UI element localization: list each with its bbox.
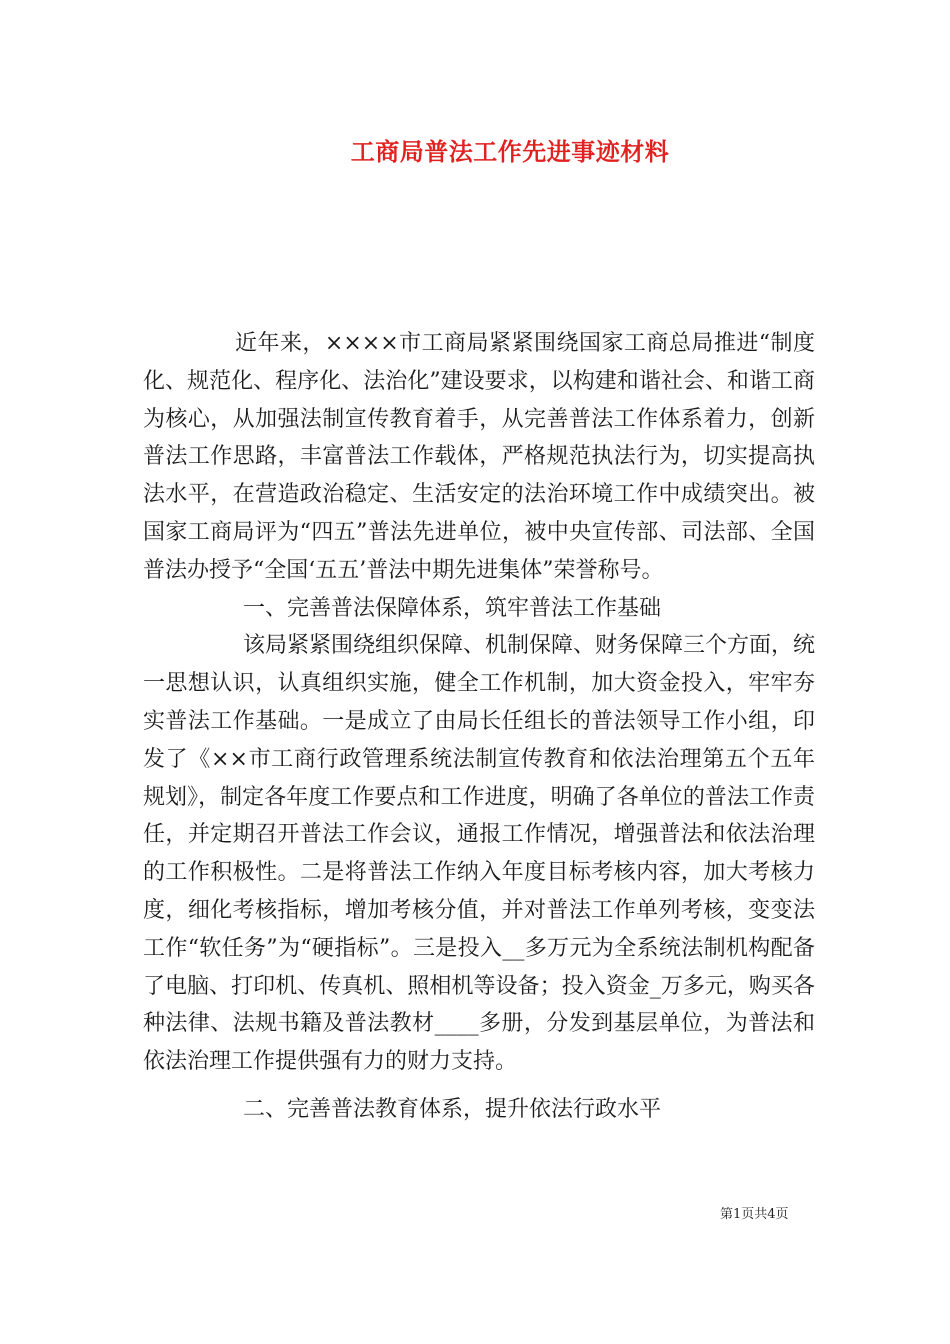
paragraph-section-1: 该局紧紧围绕组织保障、机制保障、财务保障三个方面，统一思想认识，认真组织实施，健全工作机制，加大资金投入，牢牢夯实普法工作基础。一是成立了由局长任组长的普法领导工作小组，印发了《××市工商行政管理系统法制宣传教育和依法治理第五个五年规划》，制定各年度工作要点和工作进度，明确了各单位的普法工作责任，并定期召开普法工作会议，通报工作情况，增强普法和依法治理的工作积极性。二是将普法工作纳入年度目标考核内容，加大考核力度，细化考核指标，增加考核分值，并对普法工作单列考核，变变法工作“软任务”为“硬指标”。三是投入__多万元为全系统法制机构配备了电脑、打印机、传真机、照相机等设备；投入资金_万多元，购买各种法律、法规书籍及普法教材____多册，分发到基层单位，为普法和依法治理工作提供强有力的财力支持。 (143, 633, 816, 1075)
page-number: 第1页共4页 (720, 1207, 789, 1222)
section-heading-1: 一、完善普法保障体系，筑牢普法工作基础 (243, 595, 662, 621)
document-title: 工商局普法工作先进事迹材料 (350, 137, 670, 166)
paragraph-intro: 近年来，××××市工商局紧紧围绕国家工商总局推进“制度化、规范化、程序化、法治化”建设要求，以构建和谐社会、和谐工商为核心，从加强法制宣传教育着手，从完善普法工作体系着力，创新普法工作思路，丰富普法工作载体，严格规范执法行为，切实提高执法水平，在营造政治稳定、生活安定的法治环境工作中成绩突出。被国家工商局评为“四五”普法先进单位，被中央宣传部、司法部、全国普法办授予“全国‘五五’普法中期先进集体”荣誉称号。 (143, 331, 815, 583)
section-heading-2: 二、完善普法教育体系，提升依法行政水平 (243, 1096, 662, 1122)
document-body (143, 325, 815, 1129)
